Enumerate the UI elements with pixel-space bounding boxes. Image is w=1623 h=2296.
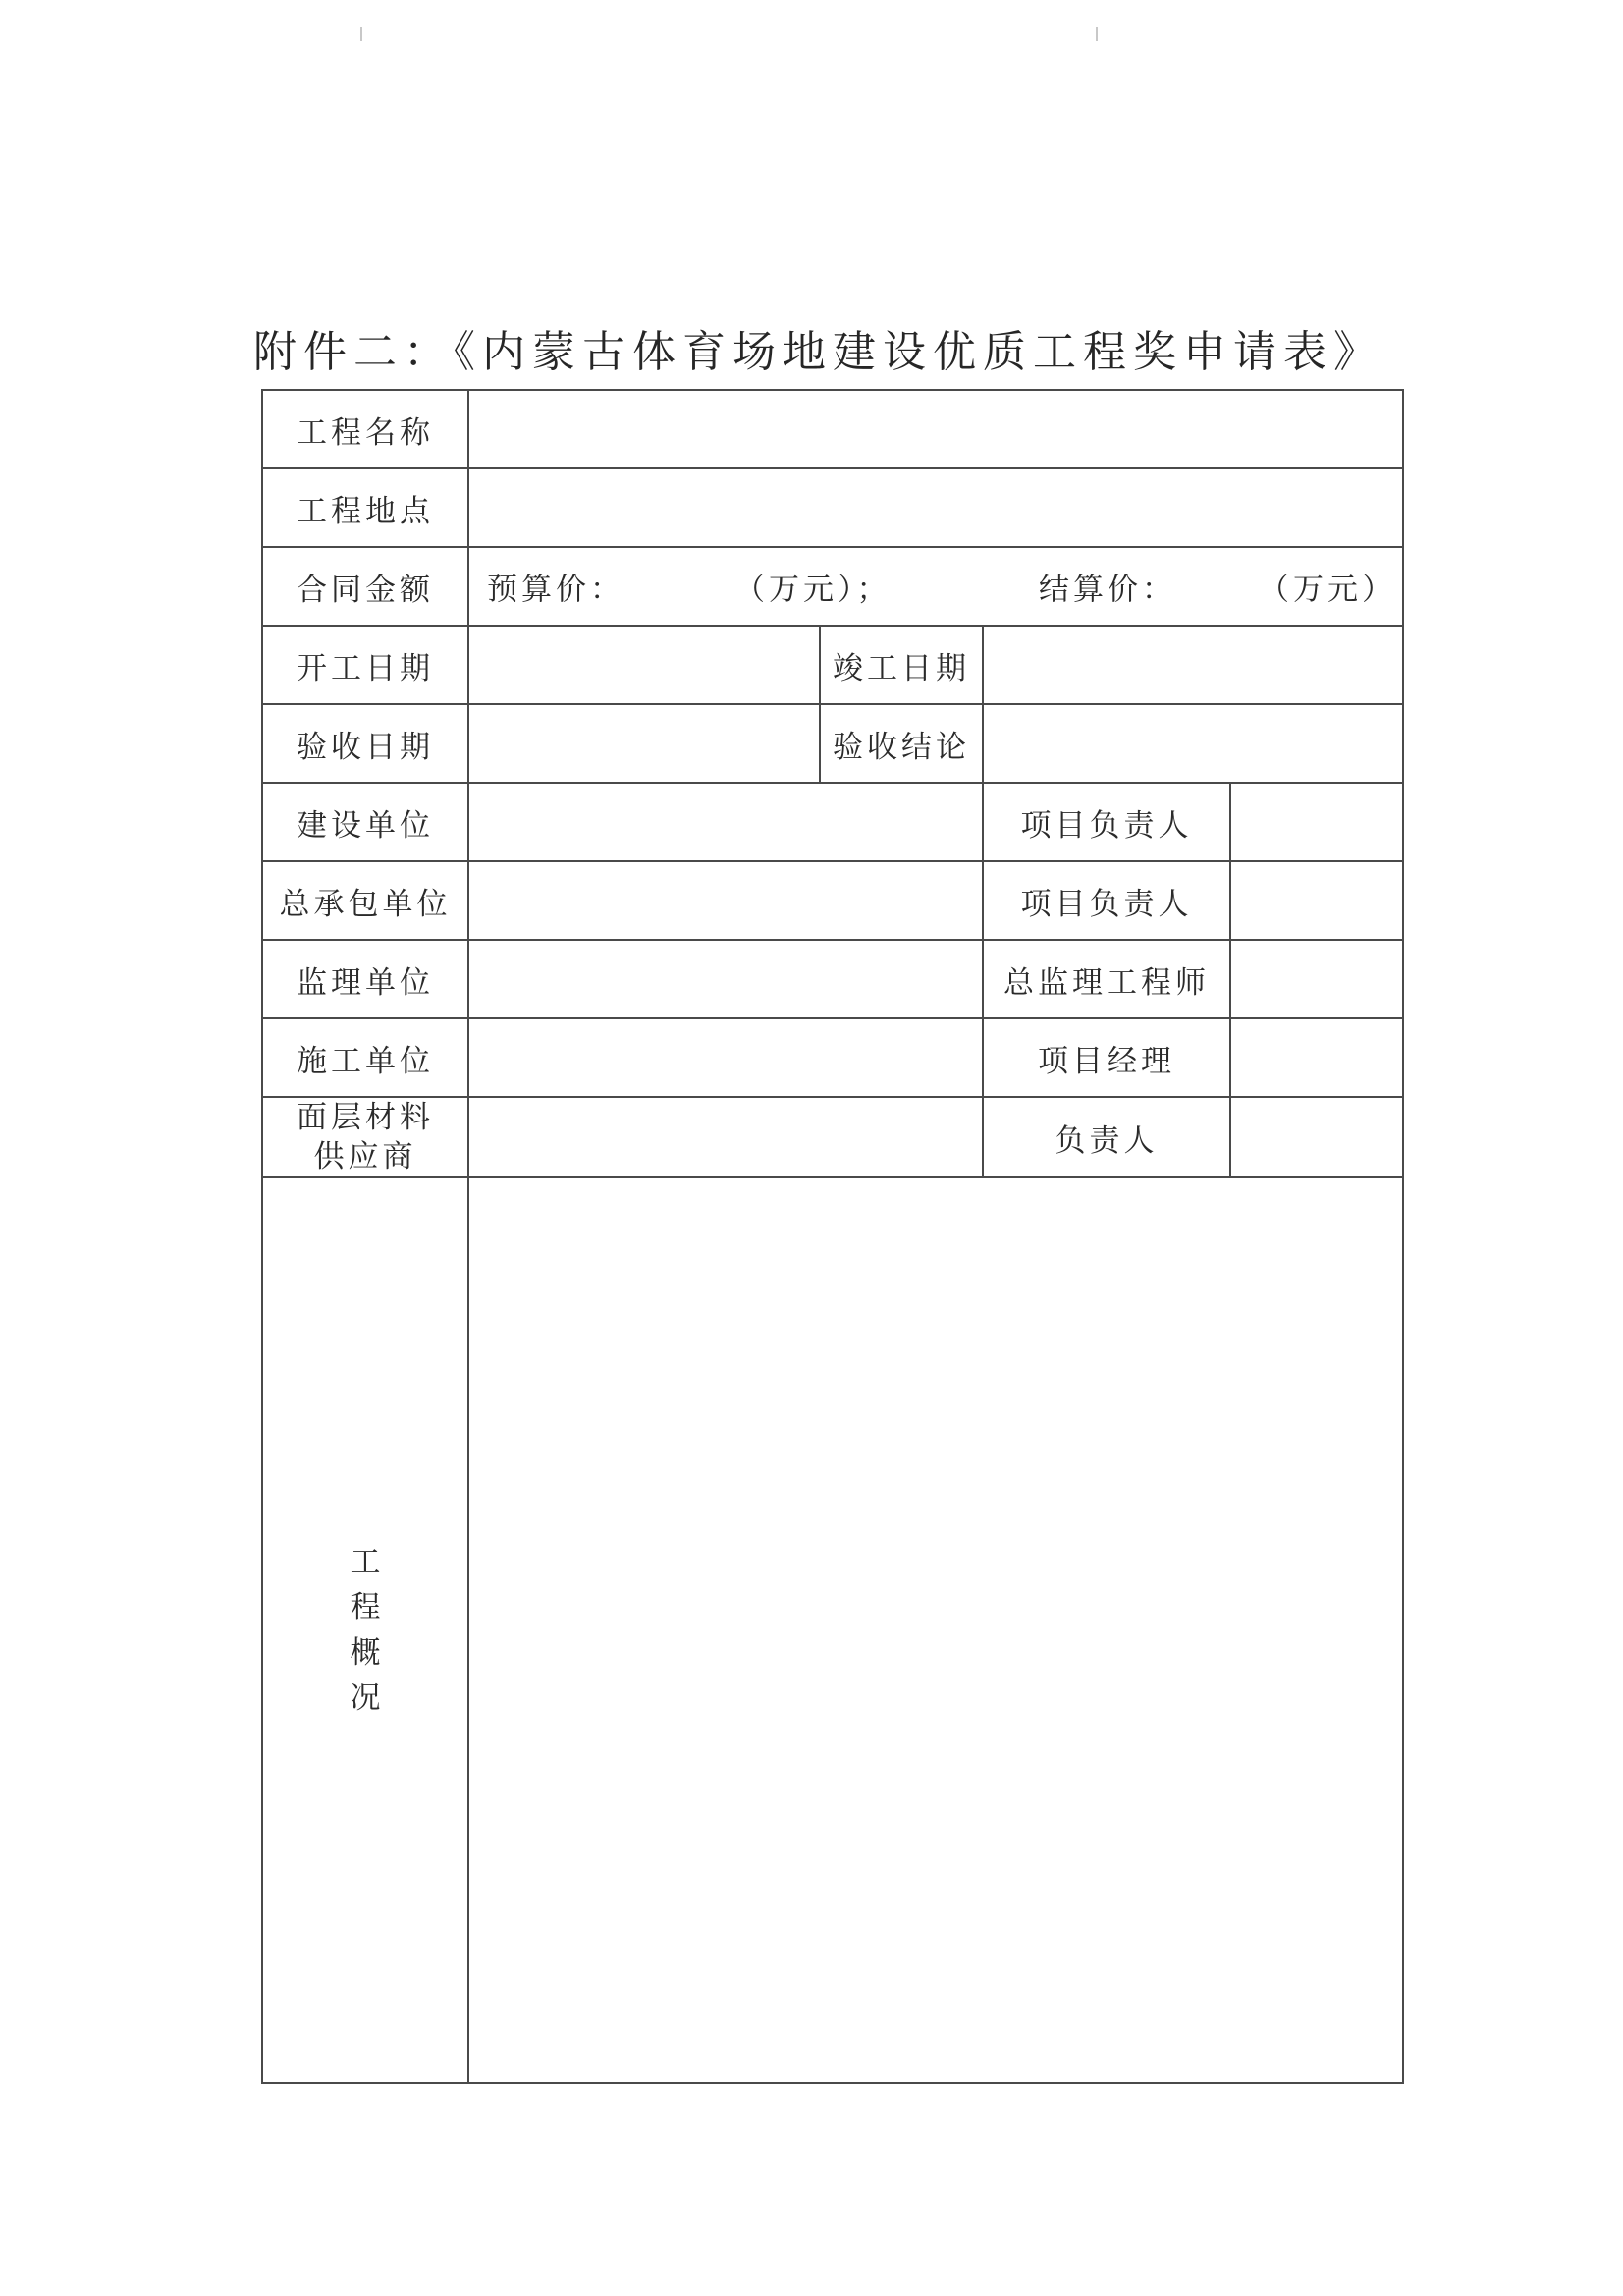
field-builder-unit[interactable] [468, 1018, 983, 1097]
row-acceptance [262, 704, 1403, 783]
field-project-leader-1[interactable] [1230, 783, 1403, 861]
application-form-table [261, 389, 1404, 2084]
label-start-date: 开工日期 [262, 626, 468, 704]
field-supervision-unit[interactable] [468, 940, 983, 1018]
label-general-contractor: 总承包单位 [262, 861, 468, 940]
label-project-manager: 项目经理 [983, 1018, 1230, 1097]
row-construction-unit [262, 783, 1403, 861]
label-chief-supervisor: 总监理工程师 [983, 940, 1230, 1018]
label-completion-date: 竣工日期 [820, 626, 983, 704]
row-dates [262, 626, 1403, 704]
label-supplier-leader: 负责人 [983, 1097, 1230, 1177]
field-project-name[interactable] [468, 390, 1403, 468]
field-contract-amount[interactable] [468, 547, 1403, 626]
scan-mark-left [360, 27, 362, 41]
field-project-leader-2[interactable] [1230, 861, 1403, 940]
row-project-name [262, 390, 1403, 468]
field-acceptance-conclusion[interactable] [983, 704, 1403, 783]
budget-unit-label: （万元）； [734, 572, 892, 608]
field-start-date[interactable] [468, 626, 820, 704]
label-supervision-unit: 监理单位 [262, 940, 468, 1018]
label-surface-supplier: 面层材料供应商 [262, 1097, 468, 1177]
overview-char: 况 [350, 1680, 381, 1716]
label-acceptance-date: 验收日期 [262, 704, 468, 783]
row-contract-amount [262, 547, 1403, 626]
field-construction-unit[interactable] [468, 783, 983, 861]
label-project-leader-2: 项目负责人 [983, 861, 1230, 940]
overview-char: 程 [350, 1590, 381, 1625]
field-chief-supervisor[interactable] [1230, 940, 1403, 1018]
field-surface-supplier[interactable] [468, 1097, 983, 1177]
row-surface-supplier [262, 1097, 1403, 1177]
label-contract-amount: 合同金额 [262, 547, 468, 626]
label-construction-unit: 建设单位 [262, 783, 468, 861]
row-project-overview [262, 1177, 1403, 2083]
field-supplier-leader[interactable] [1230, 1097, 1403, 1177]
field-project-manager[interactable] [1230, 1018, 1403, 1097]
label-builder-unit: 施工单位 [262, 1018, 468, 1097]
field-acceptance-date[interactable] [468, 704, 820, 783]
field-project-location[interactable] [468, 468, 1403, 547]
page-title: 附件二：《内蒙古体育场地建设优质工程奖申请表》 [253, 327, 1383, 377]
overview-char: 工 [350, 1545, 381, 1580]
settlement-price-label: 结算价： [1039, 572, 1176, 608]
row-builder-unit [262, 1018, 1403, 1097]
label-project-name: 工程名称 [262, 390, 468, 468]
field-general-contractor[interactable] [468, 861, 983, 940]
label-project-leader-1: 项目负责人 [983, 783, 1230, 861]
label-project-location: 工程地点 [262, 468, 468, 547]
field-project-overview[interactable] [468, 1177, 1403, 2083]
budget-price-label: 预算价： [487, 572, 624, 608]
field-completion-date[interactable] [983, 626, 1403, 704]
label-acceptance-conclusion: 验收结论 [820, 704, 983, 783]
row-supervision-unit [262, 940, 1403, 1018]
scan-mark-right [1096, 27, 1098, 41]
settlement-unit-label: （万元） [1259, 572, 1396, 608]
label-project-overview [262, 1177, 468, 2083]
row-project-location [262, 468, 1403, 547]
row-general-contractor [262, 861, 1403, 940]
overview-char: 概 [350, 1635, 381, 1670]
